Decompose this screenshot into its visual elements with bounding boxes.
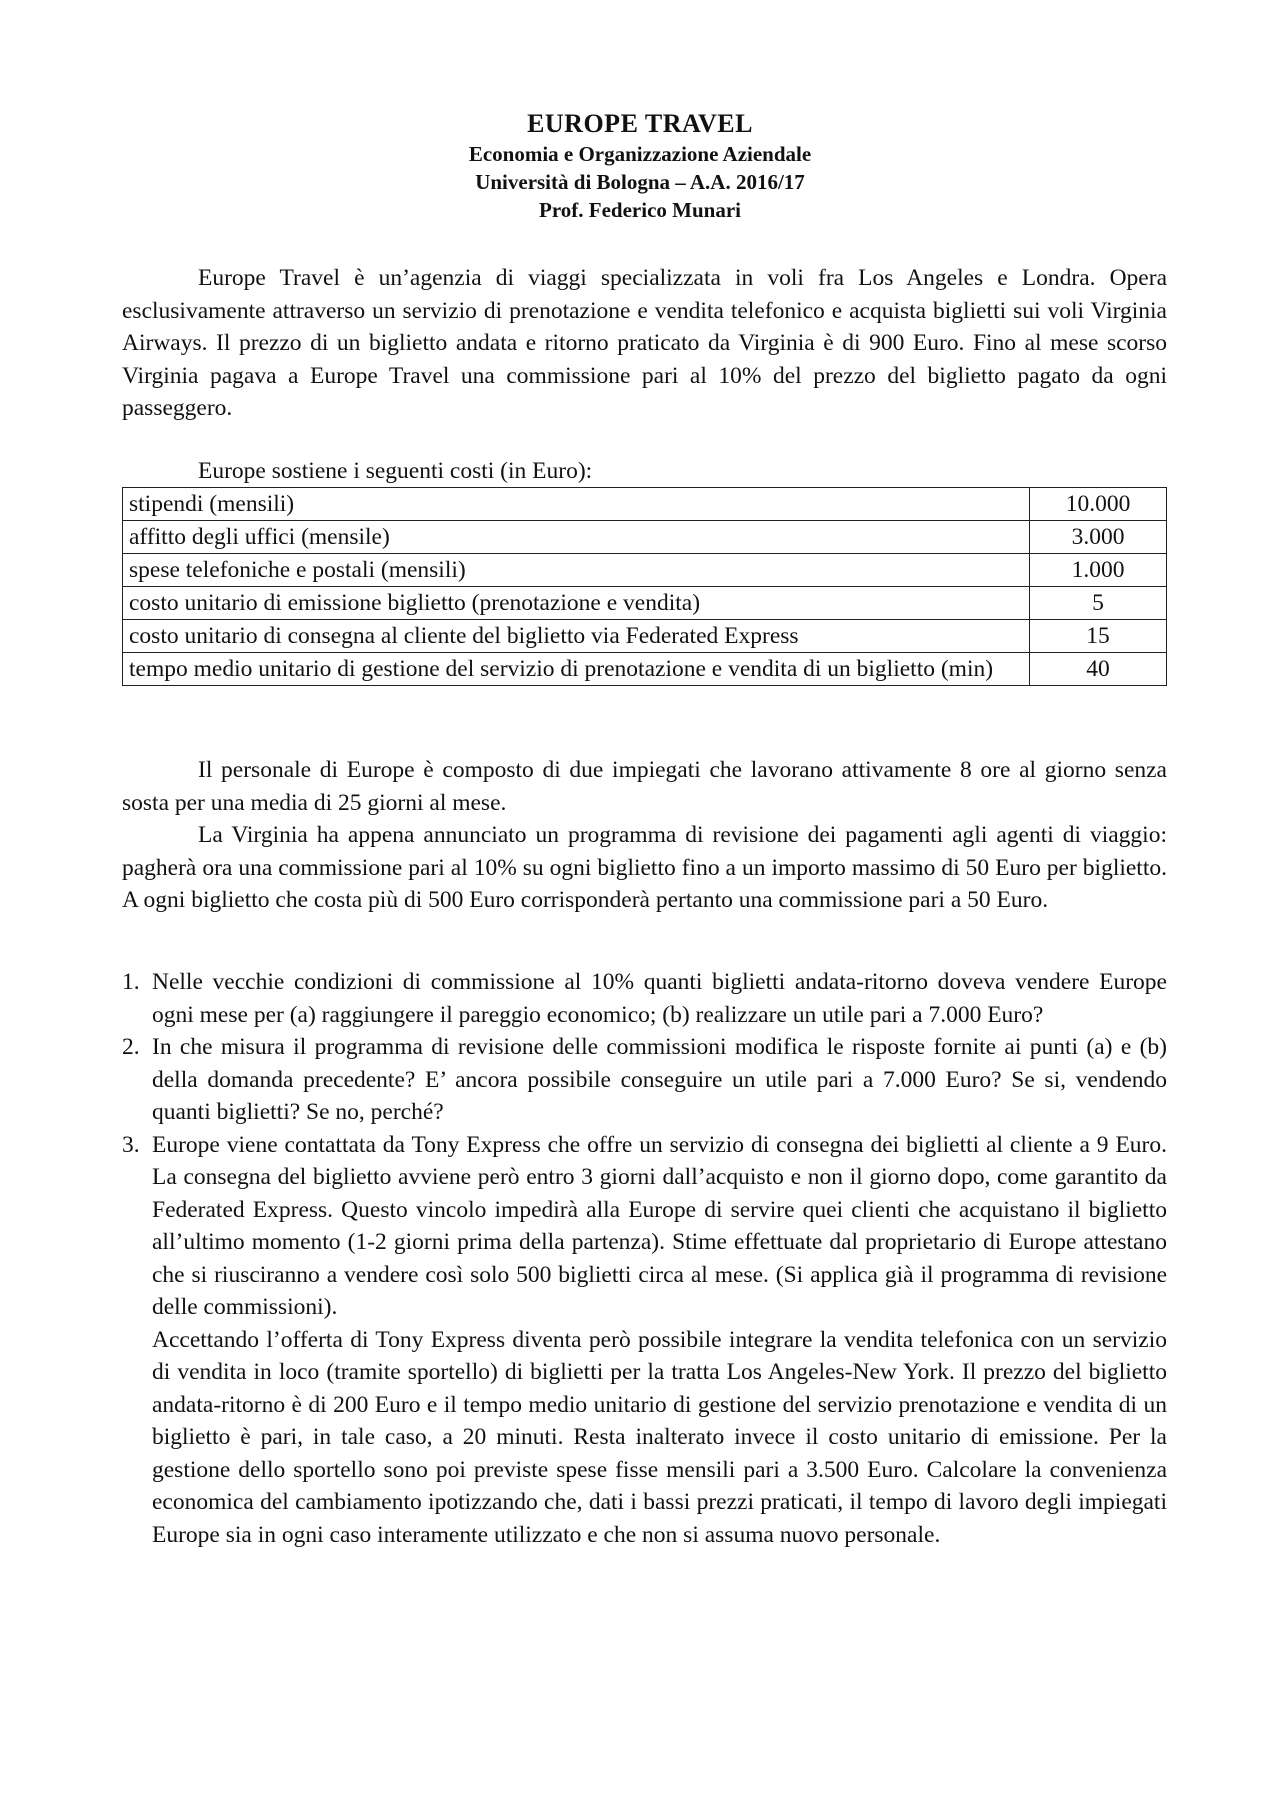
cost-label: stipendi (mensili) bbox=[123, 488, 1030, 521]
costs-table bbox=[122, 487, 1167, 686]
commission-revision-paragraph: La Virginia ha appena annunciato un programma di revisione dei pagamenti agli agenti di viaggio: pagherà ora una commissione pari al 10% su ogni biglietto fino a un importo massimo di 50 Euro per biglietto. A ogni biglietto che costa più di 500 Euro corrisponderà pertanto una commissione pari a 50 Euro. bbox=[122, 822, 1167, 913]
cost-label: spese telefoniche e postali (mensili) bbox=[123, 554, 1030, 587]
question-text: In che misura il programma di revisione delle commissioni modifica le risposte fornite ai punti (a) e (b) della domanda precedente? E’ ancora possibile conseguire un utile pari a 7.000 Euro? Se si, vendendo quanti biglietti? Se no, perché? bbox=[152, 1034, 1167, 1125]
cost-label: affitto degli uffici (mensile) bbox=[123, 521, 1030, 554]
cost-value: 10.000 bbox=[1030, 488, 1167, 521]
university-year: Università di Bologna – A.A. 2016/17 bbox=[475, 170, 805, 194]
question-number: 2. bbox=[122, 1034, 140, 1060]
document-title: EUROPE TRAVEL bbox=[527, 109, 753, 138]
table-row bbox=[123, 554, 1167, 587]
question-item bbox=[122, 1031, 1167, 1129]
personnel-paragraph: Il personale di Europe è composto di due impiegati che lavorano attivamente 8 ore al giorno senza sosta per una media di 25 giorni al mese. bbox=[122, 757, 1167, 816]
question-number: 3. bbox=[122, 1131, 140, 1158]
question-text: Nelle vecchie condizioni di commissione al 10% quanti biglietti andata-ritorno doveva vendere Europe ogni mese per (a) raggiungere il pareggio economico; (b) realizzare un utile pari a 7.000 Euro? bbox=[152, 969, 1167, 1028]
cost-value: 15 bbox=[1030, 620, 1167, 653]
cost-label: costo unitario di emissione biglietto (prenotazione e vendita) bbox=[123, 587, 1030, 620]
question-text: Europe viene contattata da Tony Express che offre un servizio di consegna dei biglietti al cliente a 9 Euro. La consegna del biglietto avviene però entro 3 giorni dall’acquisto e non il giorno dopo, come garantito da Federated Express. Questo vincolo impedirà alla Europe di servire quei clienti che acquistano il biglietto all’ultimo momento (1-2 giorni prima della partenza). Stime effettuate dal proprietario di Europe attestano che si riusciranno a vendere così solo 500 biglietti circa al mese. (Si applica già il programma di revisione delle commissioni). bbox=[152, 1131, 1167, 1320]
intro-paragraph: Europe Travel è un’agenzia di viaggi specializzata in voli fra Los Angeles e Londra. Opera esclusivamente attraverso un servizio di prenotazione e vendita telefonico e acquista biglietti sui voli Virginia Airways. Il prezzo di un biglietto andata e ritorno praticato da Virginia è di 900 Euro. Fino al mese scorso Virginia pagava a Europe Travel una commissione pari al 10% del prezzo del biglietto pagato da ogni passeggero. bbox=[122, 265, 1167, 421]
table-row bbox=[123, 653, 1167, 686]
cost-value: 40 bbox=[1030, 653, 1167, 686]
questions-list bbox=[122, 966, 1167, 1551]
cost-value: 3.000 bbox=[1030, 521, 1167, 554]
cost-label: tempo medio unitario di gestione del servizio di prenotazione e vendita di un biglietto (min) bbox=[123, 653, 1030, 686]
question-item bbox=[122, 966, 1167, 1031]
cost-label: costo unitario di consegna al cliente del biglietto via Federated Express bbox=[123, 620, 1030, 653]
question-continuation: Accettando l’offerta di Tony Express diventa però possibile integrare la vendita telefonica con un servizio di vendita in loco (tramite sportello) di biglietti per la tratta Los Angeles-New York. Il prezzo del biglietto andata-ritorno è di 200 Euro e il tempo medio unitario di gestione del servizio prenotazione e vendita di un biglietto è pari, in tale caso, a 20 minuti. Resta inalterato invece il costo unitario di emissione. Per la gestione dello sportello sono poi previste spese fisse mensili pari a 3.500 Euro. Calcolare la convenienza economica del cambiamento ipotizzando che, dati i bassi prezzi praticati, il tempo di lavoro degli impiegati Europe sia in ogni caso interamente utilizzato e che non si assuma nuovo personale. bbox=[152, 1326, 1167, 1548]
table-row bbox=[123, 587, 1167, 620]
table-row bbox=[123, 521, 1167, 554]
cost-value: 1.000 bbox=[1030, 554, 1167, 587]
professor-name: Prof. Federico Munari bbox=[539, 198, 741, 222]
cost-value: 5 bbox=[1030, 587, 1167, 620]
question-number: 1. bbox=[122, 969, 140, 995]
table-row bbox=[123, 620, 1167, 653]
costs-intro-paragraph: Europe sostiene i seguenti costi (in Euro): bbox=[198, 458, 593, 484]
document-header bbox=[0, 108, 1280, 224]
course-name: Economia e Organizzazione Aziendale bbox=[468, 142, 812, 166]
table-row bbox=[123, 488, 1167, 521]
question-item bbox=[122, 1129, 1167, 1552]
